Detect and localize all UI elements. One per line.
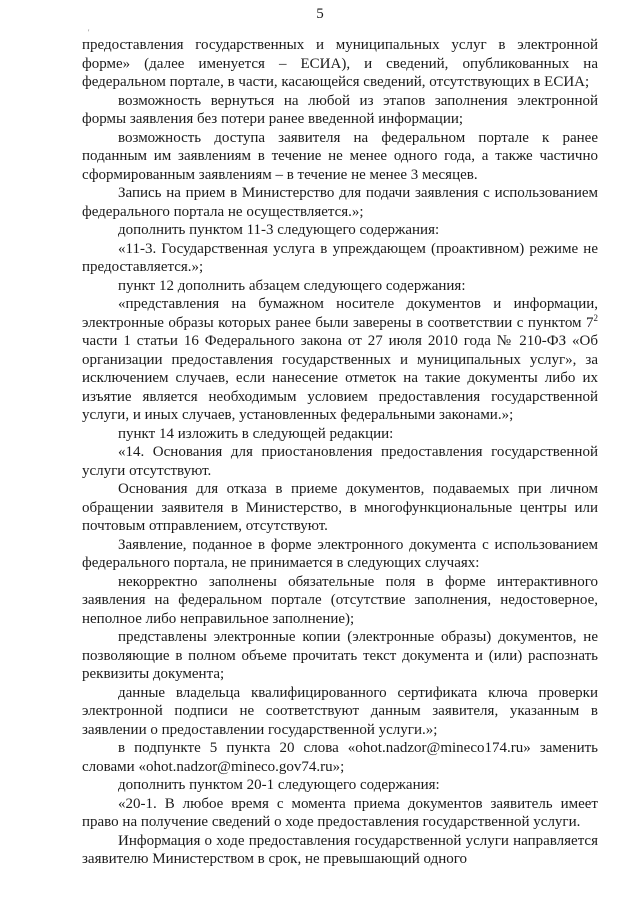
paragraph: дополнить пунктом 20-1 следующего содержания: (118, 777, 440, 793)
paragraph: «14. Основания для приостановления предоставления государственной услуги отсутствуют. (82, 444, 598, 479)
paragraph: некорректно заполнены обязательные поля в форме интерактивного заявления на федеральном портале (отсутствие заполнения, недостоверное, неполное либо неправильное заполнение); (82, 573, 598, 627)
paragraph: «20-1. В любое время с момента приема документов заявитель имеет право на получение сведений о ходе предоставления государственной услуги. (82, 795, 598, 830)
paragraph: Основания для отказа в приеме документов, подаваемых при личном обращении заявителя в Министерство, в многофункциональные центры или почтовым отправлением, отсутствуют. (82, 481, 598, 534)
paragraph: возможность вернуться на любой из этапов заполнения электронной формы заявления без потери ранее введенной информации; (82, 92, 598, 127)
paragraph: пункт 12 дополнить абзацем следующего содержания: (118, 277, 466, 294)
paragraph: «11-3. Государственная услуга в упреждающем (проактивном) режиме не предоставляется.»; (82, 240, 598, 275)
paragraph: в подпункте 5 пункта 20 слова «ohot.nadzor@mineco174.ru» заменить словами «ohot.nadzor@mineco.gov74.ru»; (82, 740, 598, 775)
paragraph: возможность доступа заявителя на федеральном портале к ранее поданным им заявлениям в течение не менее одного года, а также частично сформированным заявлениям – в течение не менее 3 месяцев. (82, 129, 598, 183)
superscript: 2 (593, 312, 598, 323)
paragraph: Заявление, поданное в форме электронного документа с использованием федерального портала, не принимается в следующих случаях: (82, 536, 598, 571)
paragraph: «представления на бумажном носителе документов и информации, электронные образы которых ранее были заверены в соответствии с пунктом $7^2$ части 1 статьи 16 Федерального закона от 27 июля 2010 года № 210-ФЗ «Об организации предоставления государственных и муниципальных услуг», за исключением случаев, если нанесение отметок на такие документы либо их изъятие является необходимым условием предоставления государственной услуги, и иных случаев, установленных федеральными законами.»; (82, 296, 598, 423)
document-body (82, 36, 598, 869)
paragraph: Информация о ходе предоставления государственной услуги направляется заявителю Министерством в срок, не превышающий одного (82, 832, 598, 867)
paragraph: Запись на прием в Министерство для подачи заявления с использованием федерального портала не осуществляется.»; (82, 185, 598, 220)
paragraph: предоставления государственных и муниципальных услуг в электронной форме» (далее именуется – ЕСИА), и сведений, опубликованных на федеральном портале, в части, касающейся сведений, отсутствующих в ЕСИА; (82, 37, 598, 90)
page-number: 5 (316, 6, 324, 22)
paragraph: данные владельца квалифицированного сертификата ключа проверки электронной подписи не соответствуют данным заявителя, указанным в заявлении о предоставлении государственной услуги.»; (82, 684, 598, 738)
scan-speck: ' (88, 28, 90, 37)
paragraph: представлены электронные копии (электронные образы) документов, не позволяющие в полном объеме прочитать текст документа и (или) распознать реквизиты документа; (82, 629, 598, 682)
paragraph: дополнить пунктом 11-3 следующего содержания: (118, 222, 440, 238)
paragraph: пункт 14 изложить в следующей редакции: (118, 425, 394, 442)
